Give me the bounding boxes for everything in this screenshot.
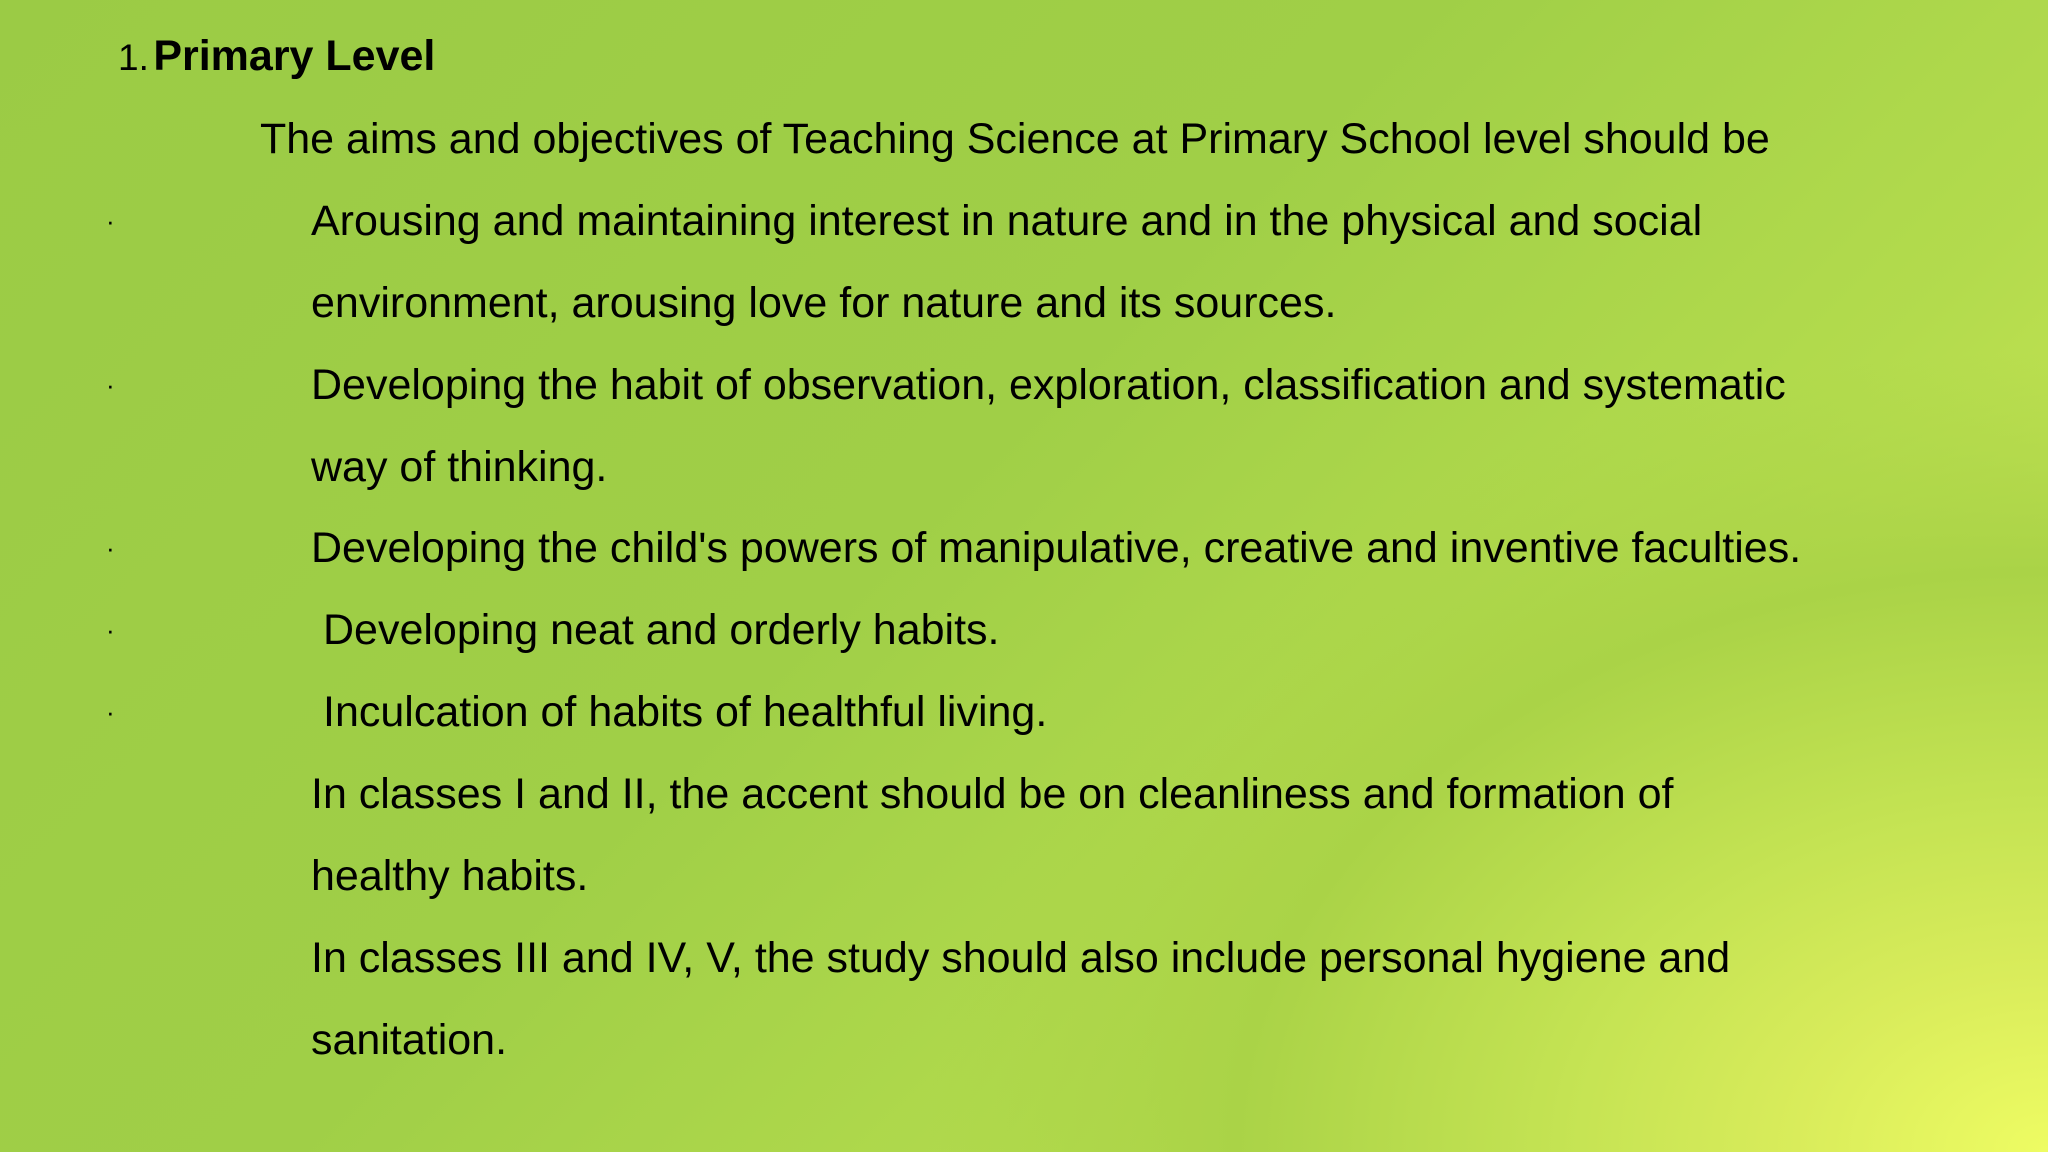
intro-text: The aims and objectives of Teaching Science at Primary School level should be [260, 115, 1770, 163]
bullet-item-3: Developing the child's powers of manipulative, creative and inventive faculties. [311, 524, 1802, 572]
section-heading [118, 30, 435, 82]
bullet-item-1-line-2: environment, arousing love for nature and its sources. [311, 279, 1337, 327]
note-1-line-2: healthy habits. [311, 852, 589, 900]
bullet-item-2-line-2: way of thinking. [311, 443, 608, 491]
note-2-line-2: sanitation. [311, 1016, 508, 1064]
bullet-item-5: Inculcation of habits of healthful living. [323, 688, 1048, 736]
bullet-marker: · [106, 615, 115, 645]
bullet-marker: · [106, 533, 115, 563]
bullet-item-4: Developing neat and orderly habits. [323, 606, 1000, 654]
section-number: 1. [118, 37, 149, 78]
note-2-line-1: In classes III and IV, V, the study should also include personal hygiene and [311, 934, 1731, 982]
bullet-item-2-line-1: Developing the habit of observation, exploration, classification and systematic [311, 361, 1786, 409]
bullet-marker: · [106, 206, 115, 236]
bullet-marker: · [106, 370, 115, 400]
note-1-line-1: In classes I and II, the accent should be on cleanliness and formation of [311, 770, 1674, 818]
section-title: Primary Level [153, 32, 436, 80]
bullet-marker: · [106, 697, 115, 727]
bullet-item-1-line-1: Arousing and maintaining interest in nature and in the physical and social [311, 197, 1703, 245]
